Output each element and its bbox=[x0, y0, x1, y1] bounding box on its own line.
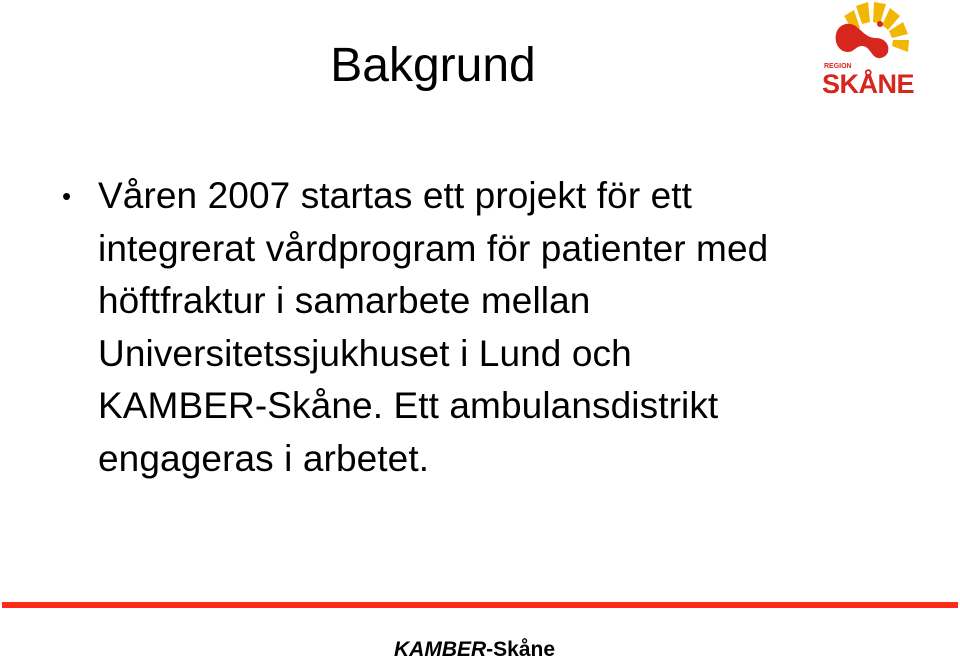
bullet-line: engageras i arbetet. bbox=[98, 437, 430, 479]
bullet-line: Våren 2007 startas ett projekt för ett bbox=[98, 175, 693, 216]
bullet-line: KAMBER-Skåne. Ett ambulansdistrikt bbox=[98, 385, 719, 426]
bullet-list bbox=[62, 170, 882, 485]
bullet-dot-icon: • bbox=[62, 181, 72, 211]
bullet-item bbox=[62, 170, 882, 485]
bullet-line: Universitetssjukhuset i Lund och bbox=[98, 332, 632, 374]
footer-brand bbox=[394, 638, 555, 662]
region-skane-logo bbox=[818, 0, 926, 100]
logo-small-text: REGION bbox=[824, 63, 852, 70]
footer-rule bbox=[2, 602, 958, 608]
logo-griffin bbox=[836, 21, 889, 58]
footer-brand-italic: KAMBER bbox=[394, 638, 487, 661]
bullet-line: höftfraktur i samarbete mellan bbox=[98, 280, 591, 321]
footer-brand-rest: -Skåne bbox=[486, 638, 556, 661]
slide-title: Bakgrund bbox=[330, 39, 536, 92]
logo-big-text: SKÅNE bbox=[822, 69, 915, 99]
griffin-sun-icon bbox=[818, 0, 926, 100]
bullet-line: integrerat vårdprogram för patienter med bbox=[98, 227, 769, 269]
